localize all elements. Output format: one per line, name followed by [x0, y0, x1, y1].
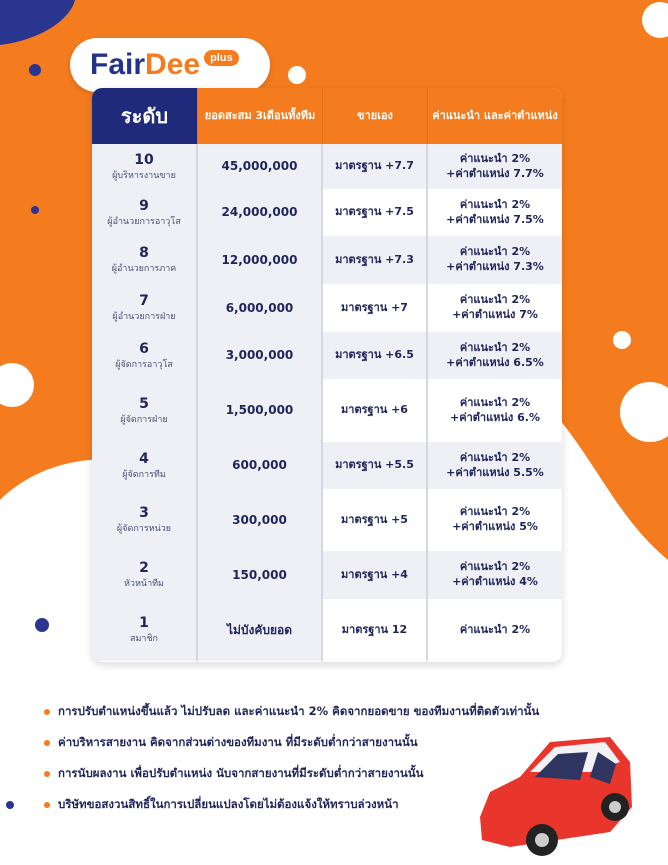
- level-cell: [92, 332, 198, 379]
- header-fees: ค่าแนะนำ และค่าตำแหน่ง: [428, 88, 562, 144]
- level-title: ผู้จัดการทีม: [122, 469, 166, 480]
- logo-text: Fair: [90, 48, 146, 81]
- position-fee: +ค่าตำแหน่ง 7.7%: [446, 166, 544, 180]
- header-team-sales: ยอดสะสม 3เดือนทั้งทีม: [198, 88, 323, 144]
- self-sales-cell: มาตรฐาน +7.3: [323, 236, 428, 284]
- level-cell: [92, 236, 198, 284]
- level-number: 8: [139, 245, 149, 262]
- position-fee: +ค่าตำแหน่ง 6.5%: [446, 355, 544, 369]
- level-number: 6: [139, 340, 149, 357]
- fees-cell: [428, 599, 562, 661]
- referral-fee: ค่าแนะนำ 2%: [459, 245, 531, 259]
- team-sales-cell: 3,000,000: [198, 332, 323, 379]
- self-sales-cell: มาตรฐาน +6.5: [323, 332, 428, 379]
- fees-cell: [428, 489, 562, 551]
- table-row: [92, 236, 562, 284]
- referral-fee: ค่าแนะนำ 2%: [459, 197, 531, 211]
- table-row: [92, 551, 562, 599]
- position-fee: +ค่าตำแหน่ง 5.5%: [446, 465, 544, 479]
- fees-cell: [428, 189, 562, 236]
- bullet-icon: [44, 802, 50, 808]
- self-sales-cell: มาตรฐาน +7.5: [323, 189, 428, 236]
- level-title: ผู้อำนวยการอาวุโส: [107, 216, 181, 227]
- header-self-sales: ขายเอง: [323, 88, 428, 144]
- fees-cell: [428, 379, 562, 442]
- level-cell: [92, 442, 198, 489]
- team-sales-cell: 24,000,000: [198, 189, 323, 236]
- table-row: [92, 599, 562, 661]
- position-fee: +ค่าตำแหน่ง 7%: [452, 308, 538, 321]
- notes-list: [44, 696, 539, 820]
- level-title: ผู้บริหารงานขาย: [112, 170, 176, 181]
- bullet-icon: [44, 771, 50, 777]
- referral-fee: ค่าแนะนำ 2%: [459, 151, 531, 165]
- level-cell: [92, 551, 198, 599]
- self-sales-cell: มาตรฐาน +7: [323, 284, 428, 332]
- fees-cell: [428, 442, 562, 489]
- position-fee: +ค่าตำแหน่ง 4%: [452, 575, 538, 588]
- self-sales-cell: มาตรฐาน +7.7: [323, 144, 428, 189]
- level-title: ผู้จัดการฝ่าย: [120, 414, 168, 425]
- self-sales-cell: มาตรฐาน 12: [323, 599, 428, 661]
- position-fee: +ค่าตำแหน่ง 6.%: [450, 410, 540, 424]
- level-number: 9: [139, 197, 149, 214]
- level-cell: [92, 489, 198, 551]
- level-number: 1: [139, 615, 149, 632]
- fees-cell: [428, 284, 562, 332]
- self-sales-cell: มาตรฐาน +4: [323, 551, 428, 599]
- self-sales-cell: มาตรฐาน +6: [323, 379, 428, 442]
- level-title: หัวหน้าทีม: [124, 579, 164, 590]
- referral-fee: ค่าแนะนำ 2%: [459, 622, 531, 636]
- note-text: การนับผลงาน เพื่อปรับตำแหน่ง นับจากสายงานที่มีระดับต่ำกว่าสายงานนั้น: [58, 765, 424, 780]
- table-row: [92, 189, 562, 236]
- level-title: ผู้จัดการหน่วย: [116, 524, 172, 535]
- team-sales-cell: 6,000,000: [198, 284, 323, 332]
- commission-table: [92, 88, 562, 662]
- self-sales-cell: มาตรฐาน +5: [323, 489, 428, 551]
- self-sales-cell: มาตรฐาน +5.5: [323, 442, 428, 489]
- referral-fee: ค่าแนะนำ 2%: [459, 505, 531, 519]
- note-item: [44, 789, 539, 820]
- level-number: 2: [139, 560, 149, 577]
- level-cell: [92, 189, 198, 236]
- level-title: ผู้อำนวยการฝ่าย: [112, 312, 176, 323]
- bullet-icon: [44, 709, 50, 715]
- position-fee: +ค่าตำแหน่ง 7.3%: [446, 260, 544, 273]
- referral-fee: ค่าแนะนำ 2%: [459, 293, 531, 307]
- level-number: 3: [139, 505, 149, 522]
- table-row: [92, 379, 562, 442]
- fees-cell: [428, 332, 562, 379]
- logo-text-accent: Dee: [145, 48, 201, 81]
- fees-cell: [428, 236, 562, 284]
- note-text: ค่าบริหารสายงาน คิดจากส่วนต่างของทีมงาน ที่มีระดับต่ำกว่าสายงานนั้น: [58, 734, 418, 749]
- level-number: 7: [139, 293, 149, 310]
- table-row: [92, 144, 562, 189]
- team-sales-cell: 12,000,000: [198, 236, 323, 284]
- table-row: [92, 442, 562, 489]
- fairdee-logo: [70, 38, 270, 92]
- level-number: 4: [139, 450, 149, 467]
- referral-fee: ค่าแนะนำ 2%: [459, 450, 531, 464]
- table-row: [92, 489, 562, 551]
- level-number: 10: [134, 151, 154, 168]
- table-row: [92, 332, 562, 379]
- level-title: สมาชิก: [129, 634, 159, 645]
- note-text: การปรับตำแหน่งขึ้นแล้ว ไม่ปรับลด และค่าแนะนำ 2% คิดจากยอดขาย ของทีมงานที่ติดตัวเท่านั้น: [58, 703, 540, 718]
- table-header: [92, 88, 562, 144]
- team-sales-cell: 600,000: [198, 442, 323, 489]
- note-item: [44, 696, 539, 727]
- logo-plus-badge: plus: [204, 50, 239, 66]
- car-illustration: [470, 722, 640, 862]
- team-sales-cell: 300,000: [198, 489, 323, 551]
- table-row: [92, 284, 562, 332]
- referral-fee: ค่าแนะนำ 2%: [459, 395, 531, 409]
- position-fee: +ค่าตำแหน่ง 5%: [452, 520, 538, 533]
- bullet-icon: [44, 740, 50, 746]
- level-number: 5: [139, 395, 149, 412]
- note-item: [44, 758, 539, 789]
- level-cell: [92, 144, 198, 189]
- team-sales-cell: 45,000,000: [198, 144, 323, 189]
- referral-fee: ค่าแนะนำ 2%: [459, 560, 531, 574]
- position-fee: +ค่าตำแหน่ง 7.5%: [446, 212, 544, 226]
- team-sales-cell: 1,500,000: [198, 379, 323, 442]
- level-title: ผู้อำนวยการภาค: [111, 264, 177, 275]
- referral-fee: ค่าแนะนำ 2%: [459, 340, 531, 354]
- level-cell: [92, 379, 198, 442]
- level-cell: [92, 284, 198, 332]
- fees-cell: [428, 144, 562, 189]
- level-cell: [92, 599, 198, 661]
- team-sales-cell: 150,000: [198, 551, 323, 599]
- level-title: ผู้จัดการอาวุโส: [115, 359, 173, 370]
- team-sales-cell: ไม่บังคับยอด: [198, 599, 323, 661]
- fees-cell: [428, 551, 562, 599]
- note-text: บริษัทขอสงวนสิทธิ์ในการเปลี่ยนแปลงโดยไม่ต้องแจ้งให้ทราบล่วงหน้า: [58, 796, 399, 811]
- note-item: [44, 727, 539, 758]
- header-level: ระดับ: [92, 88, 198, 144]
